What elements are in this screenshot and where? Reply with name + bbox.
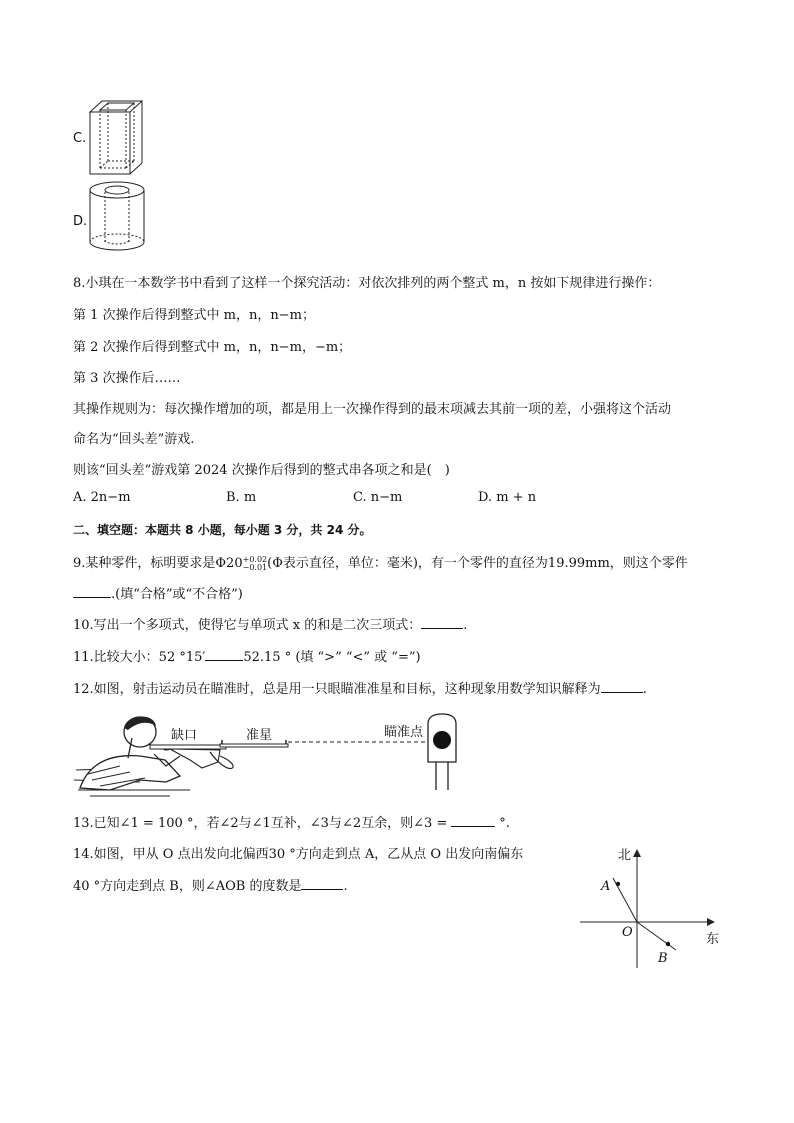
- q11-post: 52.15 ° (填 “>” “<” 或 “=”): [243, 650, 421, 665]
- q12-text: 12.如图，射击运动员在瞄准时，总是用一只眼瞄准准星和目标，这种现象用数学知识解释为: [73, 682, 601, 697]
- q14-line1: 14.如图，甲从 O 点出发向北偏西30 °方向走到点 A，乙从点 O 出发向南偏东: [73, 847, 524, 862]
- option-d-label: D.: [73, 214, 88, 229]
- q8-rule-line1: 其操作规则为：每次操作增加的项，都是用上一次操作得到的最末项减去其前一项的差，小强将这个活动: [73, 402, 672, 417]
- q10-answer-blank[interactable]: [421, 616, 463, 629]
- option-d-cylinder-figure: [86, 180, 148, 254]
- q10-text: 10.写出一个多项式，使得它与单项式 x 的和是二次三项式：: [73, 618, 422, 633]
- label-gap: 缺口: [171, 728, 198, 743]
- q9-tolerance: [243, 556, 268, 572]
- label-east: 东: [706, 932, 720, 947]
- q11-line: [73, 646, 421, 665]
- label-north: 北: [618, 848, 632, 863]
- q9-post: (Φ表示直径，单位：毫米)，有一个零件的直径为19.99mm，则这个零件: [267, 556, 688, 571]
- label-point-b: B: [658, 951, 668, 966]
- q8-option-a: A. 2n−m: [73, 490, 131, 505]
- option-c-prism-figure: [86, 98, 146, 178]
- q9-pre: 9.某种零件，标明要求是Φ20: [73, 556, 243, 571]
- q11-pre: 11.比较大小：52 °15′: [73, 650, 206, 665]
- q8-option-c: C. n−m: [353, 490, 403, 505]
- point-b-dot: [666, 942, 670, 946]
- q13-line: [73, 812, 510, 831]
- q8-stem: 8.小琪在一本数学书中看到了这样一个探究活动：对依次排列的两个整式 m，n 按如下规律进行操作：: [73, 276, 661, 291]
- q8-step2: 第 2 次操作后得到整式中 m，n，n−m，−m；: [73, 340, 352, 355]
- q8-option-d: D. m + n: [478, 490, 537, 505]
- q14-answer-blank[interactable]: [301, 877, 343, 890]
- q8-step3: 第 3 次操作后……: [73, 371, 181, 386]
- q12-answer-blank[interactable]: [601, 680, 643, 693]
- q8-option-b: B. m: [226, 490, 257, 505]
- q13-answer-blank[interactable]: [451, 814, 495, 827]
- section-heading: 二、填空题：本题共 8 小题，每小题 3 分，共 24 分。: [73, 523, 372, 537]
- q13-post: °.: [499, 816, 510, 831]
- label-aim-point: 瞄准点: [384, 725, 424, 740]
- option-c-label: C.: [73, 131, 87, 146]
- label-point-a: A: [601, 879, 611, 894]
- q12-line: 12.如图，射击运动员在瞄准时，总是用一只眼瞄准准星和目标，这种现象用数学知识解释为 .: [73, 682, 647, 697]
- q14-line2: 40 °方向走到点 B，则∠AOB 的度数是 .: [73, 879, 348, 894]
- q9-line2: [73, 583, 243, 602]
- q8-step1: 第 1 次操作后得到整式中 m，n，n−m；: [73, 308, 315, 323]
- q8-question: 则该“回头差”游戏第 2024 次操作后得到的整式串各项之和是( ): [73, 463, 450, 478]
- label-front-sight: 准星: [246, 728, 273, 743]
- q9-answer-blank[interactable]: [73, 585, 111, 598]
- label-origin: O: [622, 925, 633, 940]
- q14-line2-text: 40 °方向走到点 B，则∠AOB 的度数是: [73, 879, 302, 894]
- ray-ob: [637, 922, 676, 950]
- q9-line1: [73, 552, 688, 572]
- rifle-icon: [150, 740, 288, 768]
- q11-answer-blank[interactable]: [205, 648, 243, 661]
- q9-tolerance-upper: +0.02: [242, 554, 268, 564]
- q13-pre: 13.已知∠1 = 100 °，若∠2与∠1互补，∠3与∠2互余，则∠3 =: [73, 816, 448, 831]
- q10-line: 10.写出一个多项式，使得它与单项式 x 的和是二次三项式： .: [73, 618, 468, 633]
- point-a-dot: [616, 882, 620, 886]
- compass-figure: [572, 842, 722, 974]
- q8-rule-line2: 命名为“回头差”游戏.: [73, 432, 195, 447]
- q9-line2-text: .(填“合格”或“不合格”): [111, 587, 243, 602]
- target-icon: [428, 714, 456, 790]
- q9-tolerance-lower: −0.01: [242, 562, 268, 572]
